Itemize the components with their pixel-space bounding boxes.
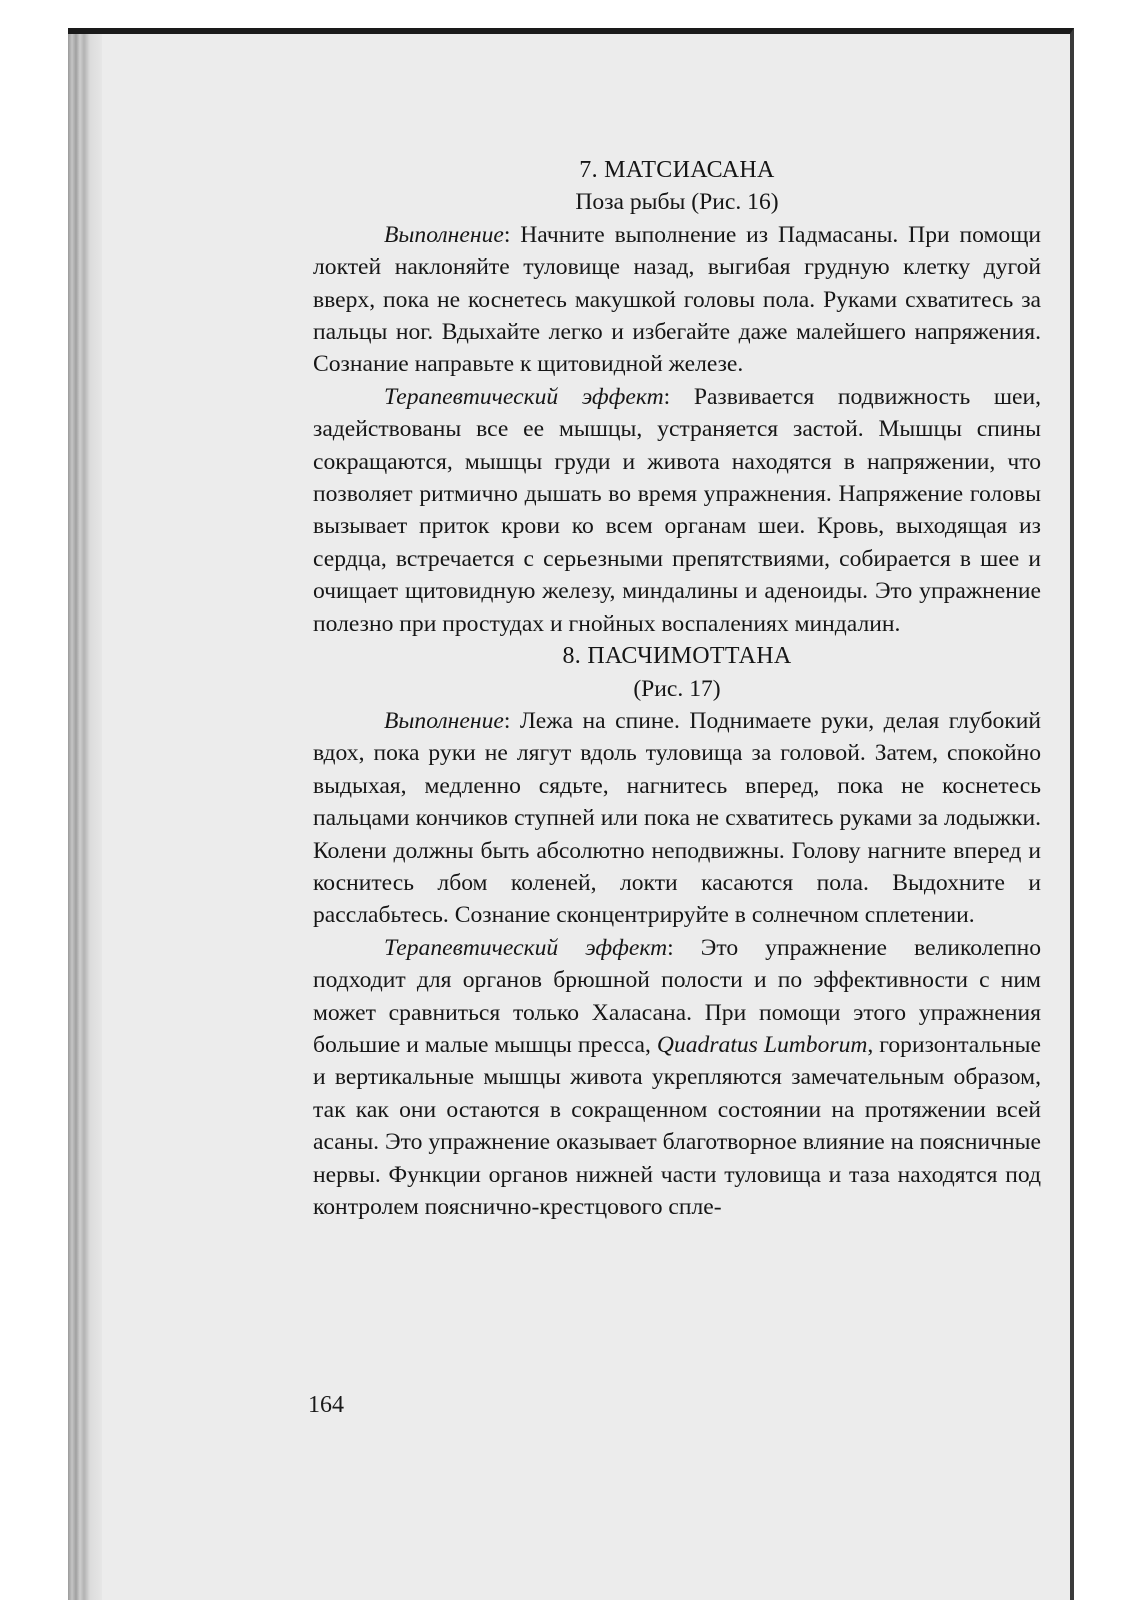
section-heading-matsiasana: 7. МАТСИАСАНА xyxy=(579,157,775,183)
effect-text: : Развивается подвижность шеи, задействованы все ее мышцы, устраняется застой. Мышцы спины сокращаются, мышцы груди и живота находятся в напряжении, что позволяет ритмично дышать во время упражнения. Напряжение головы вызывает приток крови ко всем органам шеи. Кровь, выходящая из сердца, встречается с серьезными препятствиями, собирается в шее и очищает щитовидную железу, миндалины и аденоиды. Это упражнение полезно при простудах и гнойных воспалениях миндалин. xyxy=(313,383,1041,637)
page-number: 164 xyxy=(308,1392,344,1418)
page-body xyxy=(313,154,1041,1223)
section-heading-paschimottana: 8. ПАСЧИМОТТАНА xyxy=(562,643,792,670)
effect-label: Терапевтический эффект xyxy=(384,383,664,410)
execution-paragraph-paschimottana xyxy=(313,705,1041,932)
effect-latin-term: Quadratus Lumborum xyxy=(656,1031,868,1058)
execution-label: Выполнение xyxy=(384,221,504,248)
effect-paragraph-paschimottana xyxy=(313,932,1041,1224)
execution-text: : Начните выполнение из Падмасаны. При помощи локтей наклоняйте туловище назад, выгибая грудную клетку дугой вверх, пока не коснетесь макушкой головы пола. Руками схватитесь за пальцы ног. Вдыхайте легко и избегайте даже малейшего напряжения. Сознание направьте к щитовидной железе. xyxy=(313,221,1041,378)
section-subheading-paschimottana: (Рис. 17) xyxy=(633,675,721,702)
book-page xyxy=(68,28,1074,1600)
effect-text-part-2: , горизонтальные и вертикальные мышцы живота укрепляются замечательным образом, так как они остаются в сокращенном состоянии на протяжении всей асаны. Это упражнение оказывает благотворное влияние на поясничные нервы. Функции органов нижней части туловища и таза находятся под контролем пояснично-крестцового спле- xyxy=(313,1031,1041,1220)
effect-text-part-1: : Это упражнение великолепно подходит для органов брюшной полости и по эффективности с ним может сравниться только Халасана. При помощи этого упражнения большие и малые мышцы пресса, xyxy=(313,934,1041,1058)
execution-text: : Лежа на спине. Поднимаете руки, делая глубокий вдох, пока руки не лягут вдоль туловища за головой. Затем, спокойно выдыхая, медленно сядьте, нагнитесь вперед, пока не коснетесь пальцами кончиков ступней или пока не схватитесь руками за лодыжки. Колени должны быть абсолютно неподвижны. Голову нагните вперед и коснитесь лбом коленей, локти касаются пола. Выдохните и расслабьтесь. Сознание сконцентрируйте в солнечном сплетении. xyxy=(313,707,1041,929)
page-edge-shadow xyxy=(68,34,102,1600)
effect-paragraph-matsiasana xyxy=(313,381,1041,640)
section-subheading-matsiasana: Поза рыбы (Рис. 16) xyxy=(575,189,779,216)
effect-label: Терапевтический эффект xyxy=(384,934,668,961)
execution-paragraph-matsiasana xyxy=(313,219,1041,381)
execution-label: Выполнение xyxy=(384,707,504,734)
